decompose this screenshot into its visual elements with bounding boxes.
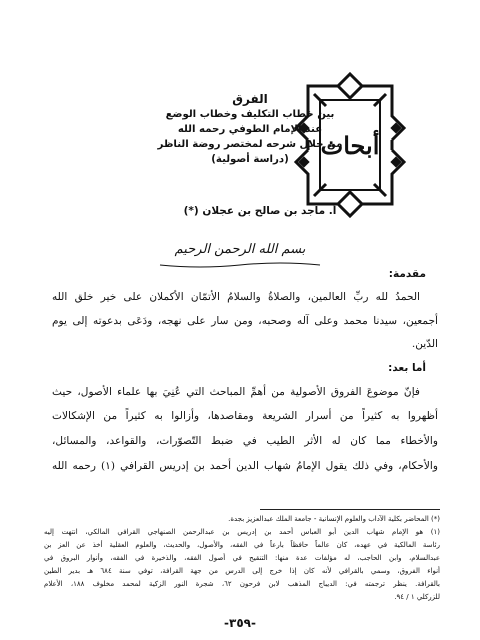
page-number: -٣٥٩- xyxy=(224,616,256,630)
footnote-separator xyxy=(260,509,440,510)
footnote-line: (١) هو الإمام شهاب الدين أبو العباس أحمد بن إدريس بن عبدالرحمن الصنهاجي القرافي المالكي، انتهت إليه xyxy=(44,528,440,536)
footnote-line: للزركلي ١ / ٩٤. xyxy=(394,593,440,601)
article-title-block xyxy=(150,92,350,167)
intro-line: الدّين. xyxy=(411,338,438,350)
article-title: الفرق xyxy=(232,92,268,106)
author-name: أ. ماجد بن صالح بن عجلان (*) xyxy=(183,205,337,217)
intro-heading: مقدمة: xyxy=(388,268,426,280)
article-subtitle-line: بين خطاب التكليف وخطاب الوضع xyxy=(165,109,335,120)
intro-line: أجمعين، سيدنا محمد وعلى آله وصحبه، ومن سار على نهجه، ودَعَى بدعوته إلى يوم xyxy=(52,315,438,327)
article-subtitle-line: عند الإمام الطوفي رحمه الله xyxy=(177,124,323,135)
body-line: والأخطاء مما كان له الأثر الطيب في ضبط التّصوّرات، والقواعد، والمسائل، xyxy=(52,435,438,447)
body-line: والأحكام، وفي ذلك يقول الإمامُ شهاب الدين أحمد بن إدريس القرافي (١) رحمه الله xyxy=(52,460,438,472)
basmala-flourish-icon xyxy=(150,260,330,270)
article-subtitle-line: من خلال شرحه لمختصر روضة الناظر xyxy=(157,139,343,150)
footnote-line: رئاسة المالكية في عهده، كان عالماً حافظاً بارعاً في الفقه، والأصول، والحديث، والعلوم العقلية أخذ عن العز بن xyxy=(44,541,440,549)
footnote-line: بالقرافة. ينظر ترجمته في: الديباج المذهب لابن فرحون ٦٢، شجرة النور الزكية لمحمد مخلوف ١٨٨، الأعلام xyxy=(44,580,440,588)
footnote-line: (*) المحاضر بكلية الآداب والعلوم الإنسانية - جامعة الملك عبدالعزيز بجدة. xyxy=(228,515,440,523)
basmala: بسم الله الرحمن الرحيم xyxy=(174,242,306,257)
footnote-line: أنواء الفروق، وسمي بالقرافي لأنه كان إذا خرج إلى الدرس من جهة القرافة، توفي سنة ٦٨٤ هـ بدير الطين xyxy=(44,567,440,575)
footnote-line: عبدالسلام، وابن الحاجب، له مؤلفات عدة منها: التنقيح في أصول الفقه، والذخيرة في الفقه، وأنوار البروق في xyxy=(44,554,440,562)
body-line: أظهروا به كثيراً من أسرار الشريعة ومقاصدها، وأزالوا به كثيراً من الإشكالات xyxy=(52,410,438,422)
body-line: فإنّ موضوعَ الفروق الأصولية من أهمِّ المباحث التي عُنِيَ بها علماء الأصول، حيث xyxy=(52,386,420,398)
article-subtitle-line: (دراسة أصولية) xyxy=(211,154,289,165)
intro-line: الحمدُ لله ربِّ العالمين، والصلاةُ والسلامُ الأتمّان الأكملان على خير خلق الله xyxy=(52,291,420,303)
section-label: أبحاث xyxy=(320,130,380,160)
amma-heading: أما بعد: xyxy=(388,362,426,374)
